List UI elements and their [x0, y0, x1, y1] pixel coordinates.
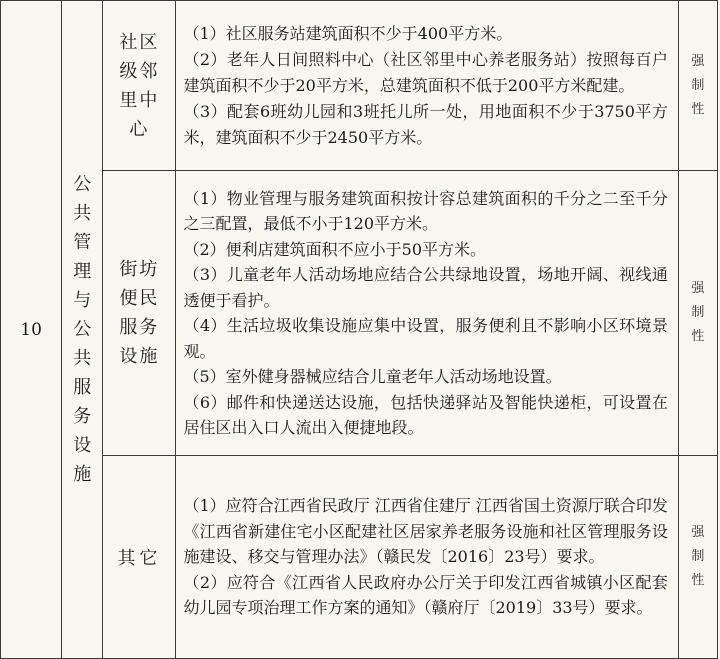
requirement-type-cell [678, 171, 717, 456]
list-item: （5）室外健身器械应结合儿童老年人活动场地设置。 [183, 367, 562, 386]
list-item: （2）便利店建筑面积不应小于50平方米。 [183, 239, 487, 259]
group-name: 其它 [117, 548, 162, 569]
requirement-type: 强制性 [691, 281, 705, 344]
group-name: 社区级邻里中心 [119, 31, 160, 140]
table-row [1, 456, 718, 659]
list-item: （1）物业管理与服务建筑面积按计容总建筑面积的千分之二至千分之三配置，最低不小于120平方米。 [183, 188, 668, 233]
list-item: （2）老年人日间照料中心（社区邻里中心养老服务站）按照每百户建筑面积不少于20平方米，总建筑面积不低于200平方米配建。 [183, 49, 668, 95]
table-row [1, 171, 718, 456]
requirement-type-cell [678, 456, 717, 659]
list-item: （1）应符合江西省民政厅 江西省住建厅 江西省国土资源厅联合印发《江西省新建住宅小区配建社区居家养老服务设施和社区管理服务设施建设、移交与管理办法》（赣民发〔2016〕23号）要求。 [183, 496, 668, 567]
group-name-cell [103, 456, 176, 659]
group-content-cell [176, 171, 678, 456]
item-list [176, 21, 677, 151]
requirement-type: 强制性 [691, 525, 705, 588]
table-row [1, 1, 718, 171]
list-item: （6）邮件和快递送达设施，包括快递驿站及智能快递柜，可设置在居住区出入口人流出入便捷地段。 [183, 392, 668, 437]
row-number-text: 10 [20, 319, 42, 340]
requirement-type-cell [678, 1, 717, 171]
item-list [176, 186, 677, 441]
category-cell [62, 1, 103, 659]
group-name: 街坊便民服务设施 [119, 259, 160, 367]
group-name-cell [103, 1, 176, 171]
row-number [1, 1, 62, 659]
item-list [176, 493, 677, 621]
requirement-type: 强制性 [691, 53, 705, 117]
list-item: （3）儿童老年人活动场地应结合公共绿地设置，场地开阔、视线通透便于看护。 [183, 265, 668, 310]
list-item: （2）应符合《江西省人民政府办公厅关于印发江西省城镇小区配套幼儿园专项治理工作方案的通知》（赣府厅〔2019〕33号）要求。 [183, 572, 668, 618]
group-content-cell [176, 1, 678, 171]
list-item: （1）社区服务站建筑面积不少于400平方米。 [183, 23, 513, 43]
list-item: （4）生活垃圾收集设施应集中设置，服务便利且不影响小区环境景观。 [183, 316, 668, 361]
group-name-cell [103, 171, 176, 456]
list-item: （3）配套6班幼儿园和3班托儿所一处，用地面积不少于3750平方米，建筑面积不少于2450平方米。 [183, 101, 668, 147]
category-label: 公共管理与公共服务设施 [73, 174, 92, 485]
group-content-cell [176, 456, 678, 659]
